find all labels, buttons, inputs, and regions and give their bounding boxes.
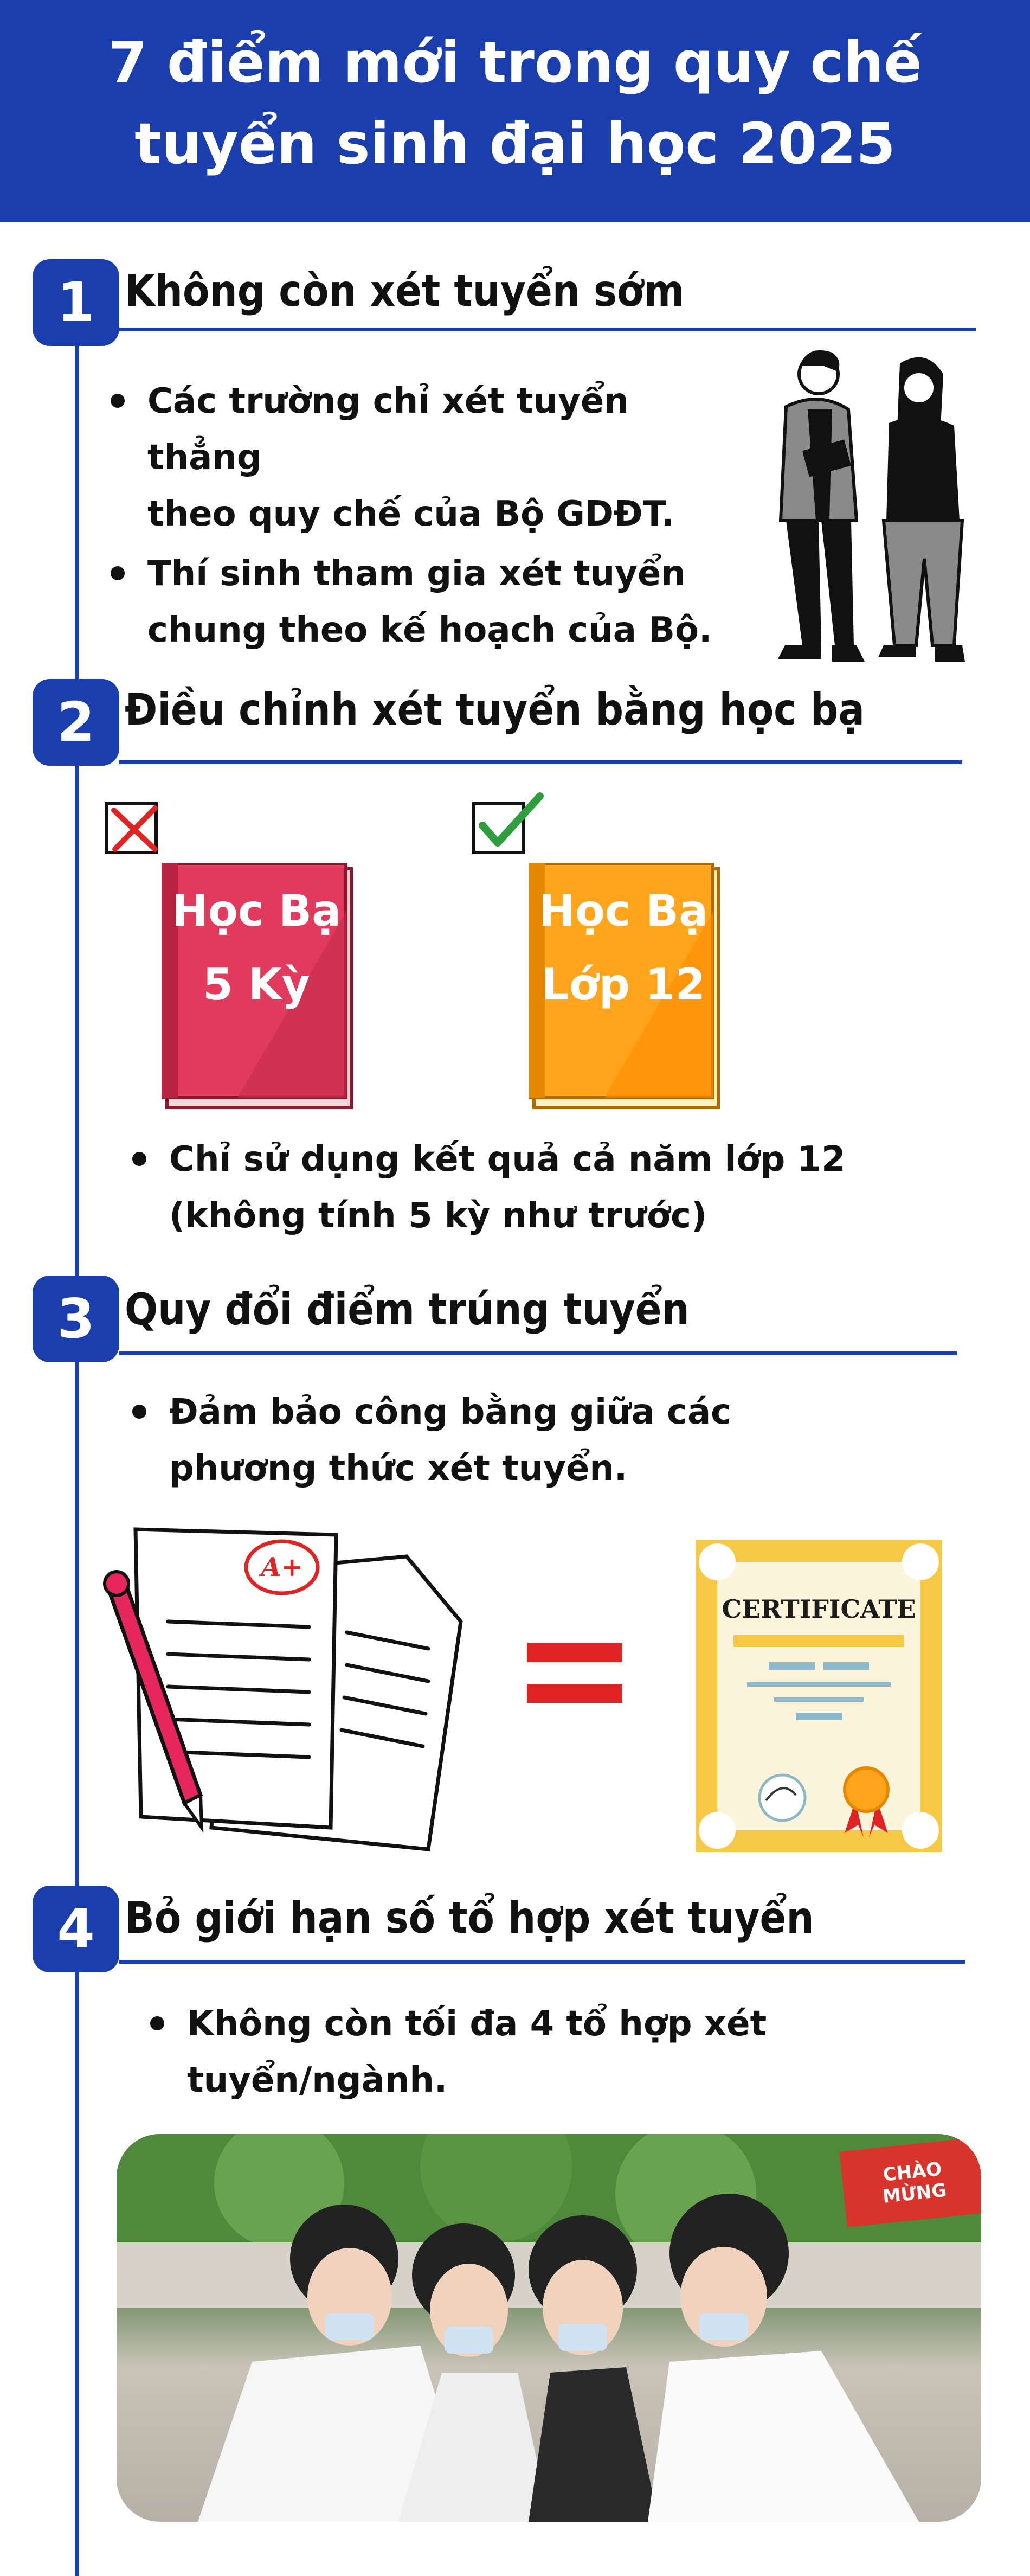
bullet-line: Đảm bảo công bằng giữa các xyxy=(169,1392,732,1432)
bullet-line: (không tính 5 kỳ như trước) xyxy=(169,1196,707,1236)
woman-figure xyxy=(878,357,965,662)
book-hocba-5-ky xyxy=(162,863,357,1114)
bullet-line: Thí sinh tham gia xét tuyển xyxy=(147,554,686,594)
graded-paper-illustration xyxy=(103,1524,482,1866)
bullet-dot xyxy=(150,2016,164,2030)
section-3-bullet-1 xyxy=(169,1384,874,1497)
man-figure xyxy=(778,350,865,662)
bullet-line: Không còn tối đa 4 tổ hợp xét xyxy=(187,2004,767,2044)
book-label-line1: Học Bạ xyxy=(171,886,342,936)
page-title-line2: tuyển sinh đại học 2025 xyxy=(134,111,896,177)
page-title xyxy=(0,22,1030,184)
section-3-title: Quy đổi điểm trúng tuyển xyxy=(125,1284,690,1335)
page-title-line1: 7 điểm mới trong quy chế xyxy=(108,29,922,95)
students-photo xyxy=(117,2134,981,2522)
grade-a-plus-mark: A+ xyxy=(261,1552,303,1582)
book-label xyxy=(534,874,713,1022)
cross-mark-icon xyxy=(103,796,165,856)
bullet-line: chung theo kế hoạch của Bộ. xyxy=(147,610,712,650)
section-4-rule xyxy=(119,1960,965,1964)
people-discussion-illustration xyxy=(721,342,992,672)
section-1-title: Không còn xét tuyển sớm xyxy=(125,266,685,316)
certificate-icon xyxy=(696,1540,942,1852)
bullet-dot xyxy=(111,394,125,408)
students-photo-illustration xyxy=(117,2134,981,2522)
bullet-line: Chỉ sử dụng kết quả cả năm lớp 12 xyxy=(169,1139,846,1180)
section-2-number: 2 xyxy=(33,679,119,766)
check-mark-icon xyxy=(471,791,546,856)
section-2-title: Điều chỉnh xét tuyển bằng học bạ xyxy=(125,684,865,735)
book-label-line1: Học Bạ xyxy=(538,886,709,936)
book-label-line2: 5 Kỳ xyxy=(203,959,310,1010)
section-2-rule xyxy=(119,760,962,764)
bullet-line: theo quy chế của Bộ GDĐT. xyxy=(147,494,674,534)
bullet-dot xyxy=(132,1405,146,1419)
photo-banner-text: CHÀO MỪNG xyxy=(881,2158,948,2208)
section-1-rule xyxy=(119,328,976,331)
equals-sign-bottom xyxy=(527,1684,622,1703)
section-4-bullet-1 xyxy=(187,1996,892,2109)
header-banner xyxy=(0,0,1030,222)
section-1-number: 1 xyxy=(33,259,119,346)
book-hocba-lop-12 xyxy=(529,863,724,1114)
certificate-illustration xyxy=(696,1540,942,1852)
section-2-bullet-1 xyxy=(169,1131,928,1244)
book-label xyxy=(167,874,346,1022)
bullet-dot xyxy=(111,566,125,580)
section-3-number: 3 xyxy=(33,1276,119,1362)
equals-sign-top xyxy=(527,1643,622,1662)
bullet-line: Các trường chỉ xét tuyển thẳng xyxy=(147,381,629,478)
section-3-rule xyxy=(119,1351,957,1355)
section-1-bullet-2 xyxy=(147,546,744,658)
section-4-number: 4 xyxy=(33,1886,119,1972)
bullet-dot xyxy=(132,1152,146,1166)
bullet-line: phương thức xét tuyển. xyxy=(169,1449,628,1489)
timeline-line xyxy=(75,271,79,2576)
book-label-line2: Lớp 12 xyxy=(541,959,706,1010)
bullet-line: tuyển/ngành. xyxy=(187,2060,448,2100)
certificate-title: CERTIFICATE xyxy=(722,1594,916,1624)
section-4-title: Bỏ giới hạn số tổ hợp xét tuyển xyxy=(125,1893,814,1943)
section-1-bullet-1 xyxy=(147,373,744,542)
